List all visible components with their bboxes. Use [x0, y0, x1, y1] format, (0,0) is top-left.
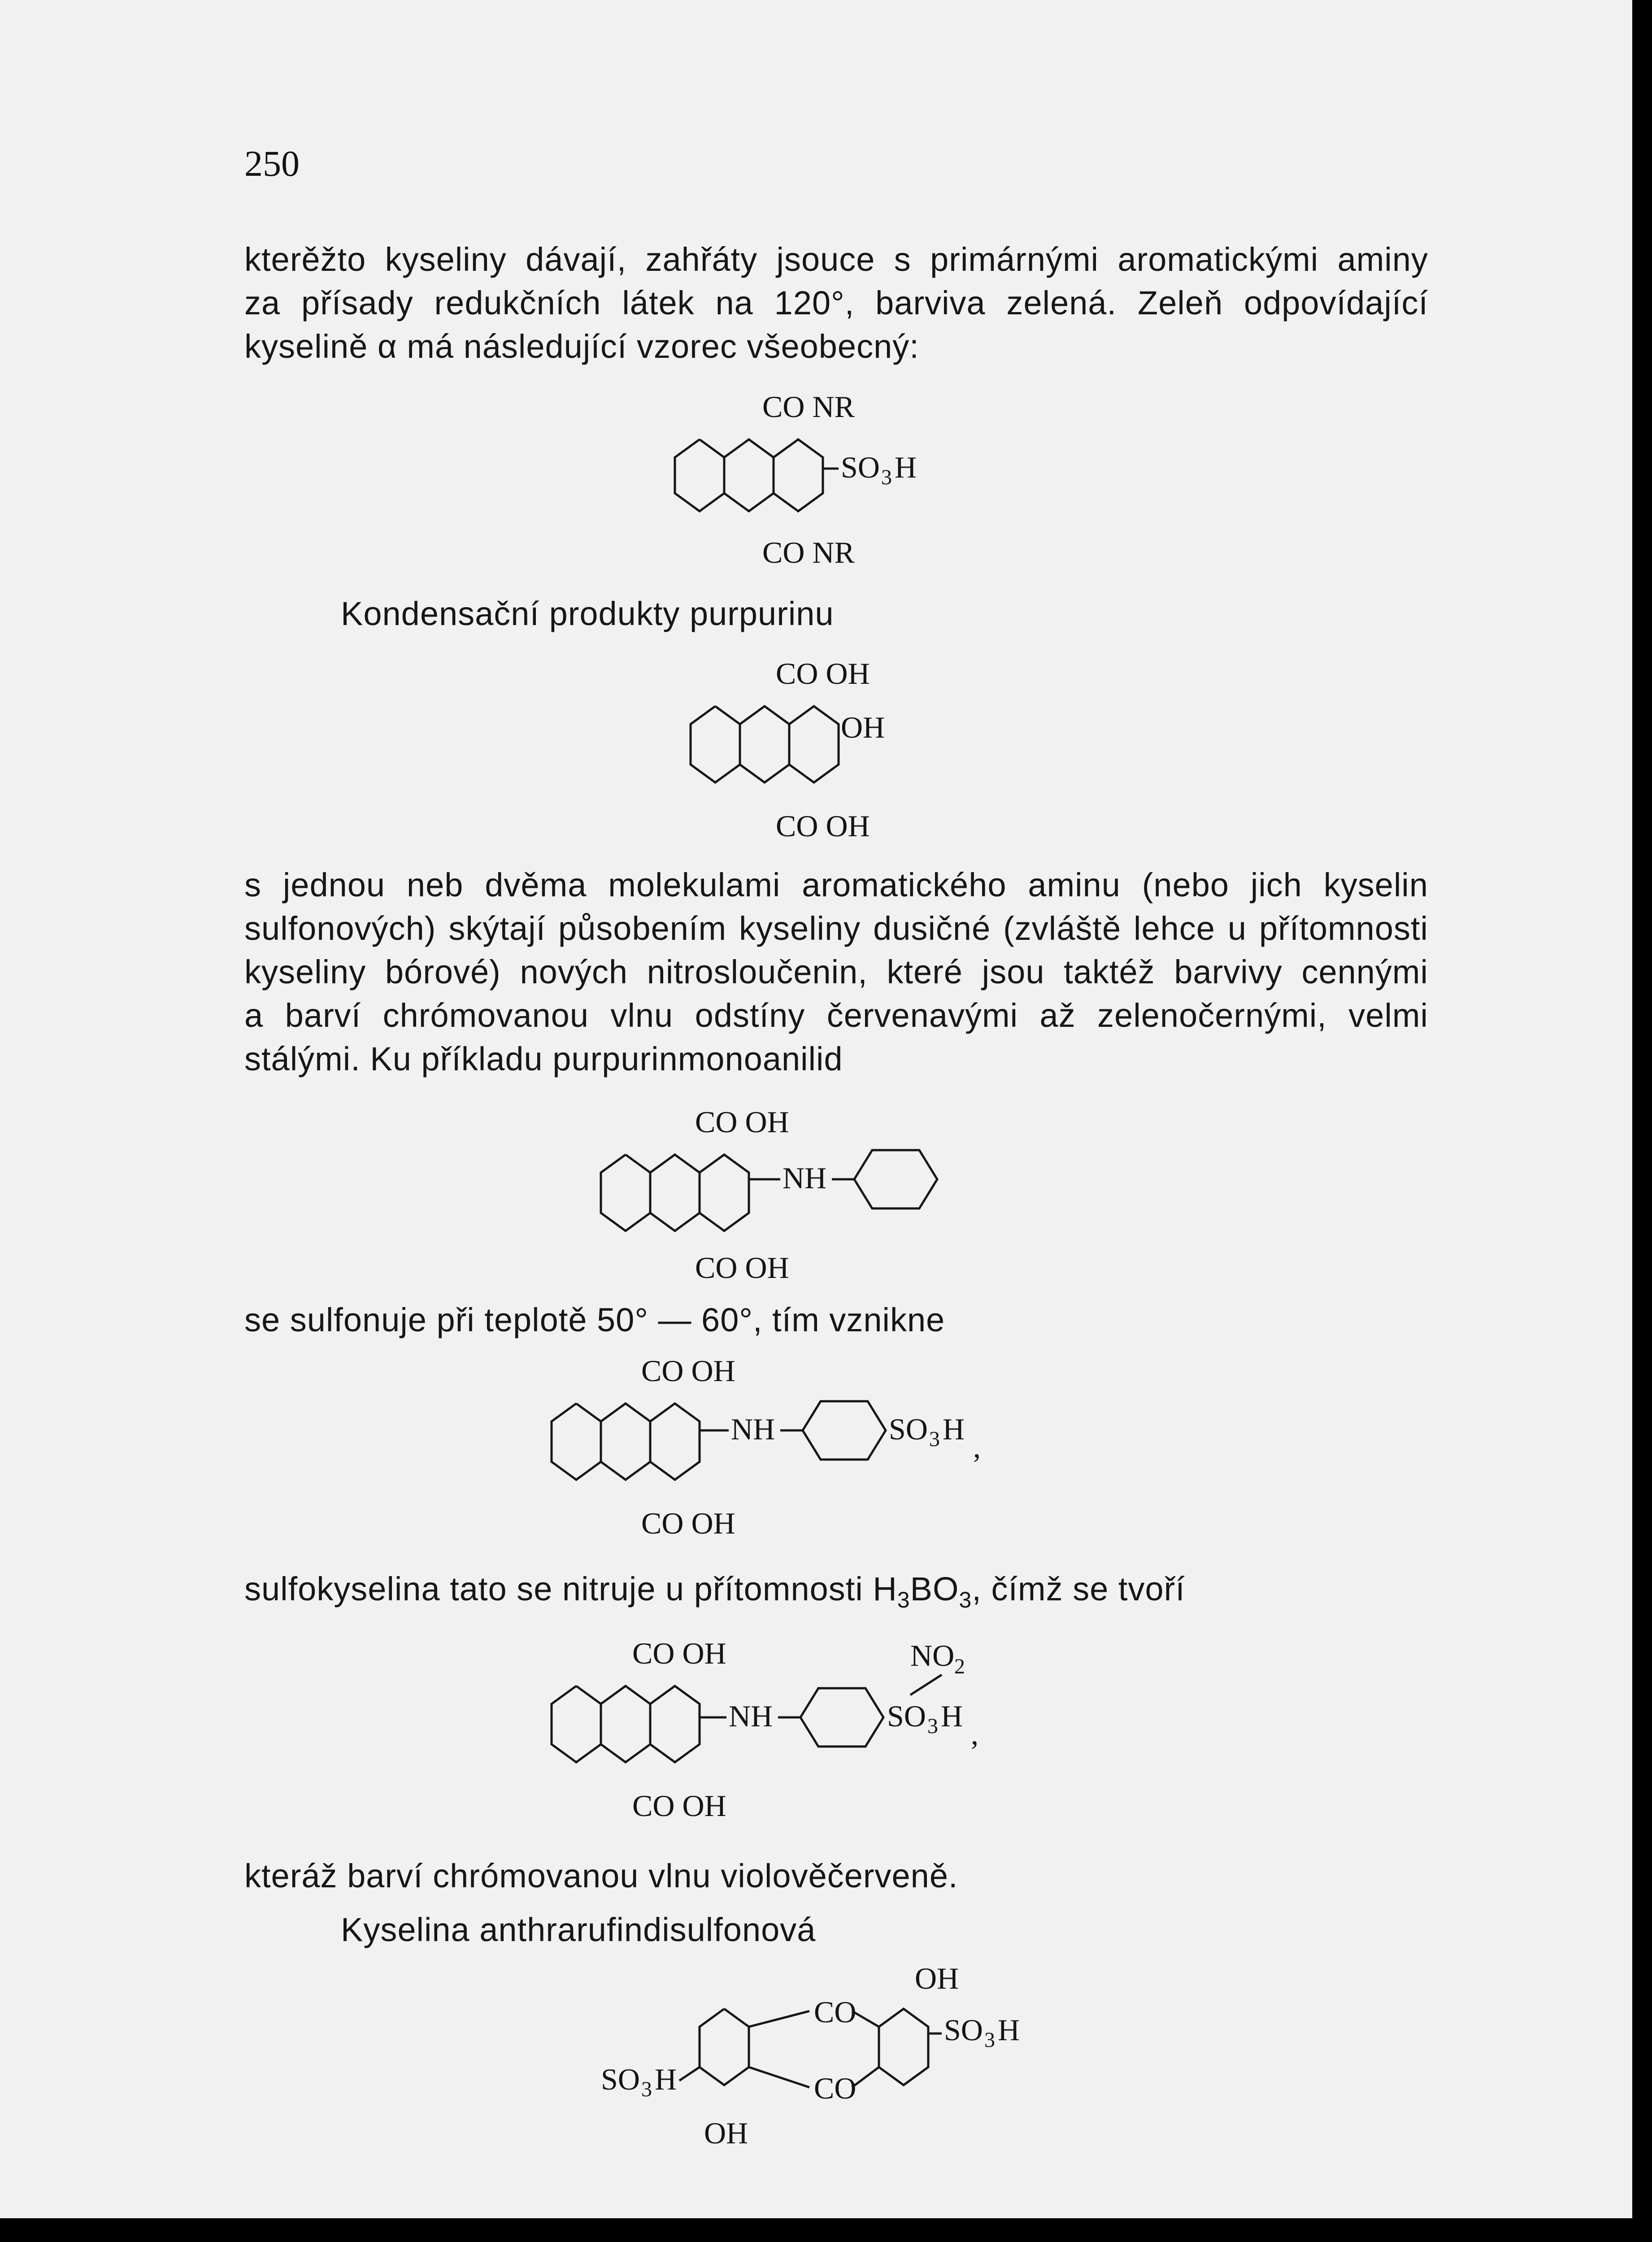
- ring-middle: [650, 1155, 700, 1231]
- subscript: 3: [897, 1587, 910, 1612]
- subscript: 3: [881, 465, 892, 489]
- benzene-ring: [854, 1150, 937, 1208]
- substituent-h: H: [998, 2013, 1020, 2047]
- subscript: 3: [959, 1587, 972, 1612]
- paragraph-line: kterěžto kyseliny dávají, zahřáty jsouce s primárnými aromatickými aminy: [244, 241, 1428, 278]
- scan-edge-bottom: [0, 2218, 1652, 2242]
- formula-top-label: CO OH: [641, 1354, 735, 1388]
- ring-middle: [724, 439, 774, 511]
- comma: ,: [971, 1717, 978, 1751]
- paragraph-line: kyselině α má následující vzorec všeobecný:: [244, 328, 919, 365]
- formula-top-label: CO OH: [695, 1105, 789, 1139]
- paragraph-kyselina: [341, 1908, 1525, 1951]
- paragraph-line: s jednou neb dvěma molekulami aromatického aminu (nebo jich kyselin: [244, 866, 1428, 904]
- paragraph-sulfonuje: [244, 1298, 1428, 1342]
- paragraph-intro: [244, 238, 1428, 368]
- comma: ,: [973, 1430, 981, 1464]
- ring-middle: [601, 1403, 650, 1480]
- ring-right: [650, 1686, 700, 1762]
- so3h-right: SO: [944, 2013, 983, 2047]
- subscript: 3: [927, 1714, 938, 1738]
- formula-top-label: CO OH: [632, 1636, 726, 1670]
- formula-bottom-label: CO OH: [776, 809, 870, 843]
- subscript: 2: [954, 1655, 965, 1678]
- paragraph-line: sulfonových) skýtají působením kyseliny dusičné (zvláště lehce u přítomnosti: [244, 910, 1428, 947]
- formula-anthrarufindisulfonova: [601, 1960, 1139, 2175]
- benzene-ring: [800, 1688, 883, 1747]
- paragraph-line: Kondensační produkty purpurinu: [341, 595, 834, 632]
- ring-right: [879, 2009, 928, 2085]
- text-part: , čímž se tvoří: [972, 1570, 1185, 1608]
- substituent-text: OH: [841, 710, 885, 744]
- ring-left: [552, 1403, 601, 1480]
- formula-sulfonated: [525, 1350, 1197, 1551]
- linker-text: NH: [783, 1161, 827, 1195]
- paragraph-purpurin: [244, 863, 1428, 1081]
- paragraph-line: [244, 1567, 1428, 1622]
- co-top: CO: [814, 1995, 856, 2029]
- paragraph-violove: [244, 1854, 1428, 1898]
- paragraph-line: stálými. Ku příkladu purpurinmonoanilid: [244, 1040, 843, 1078]
- paragraph-line: Kyselina anthrarufindisulfonová: [341, 1911, 816, 1948]
- ring-right: [700, 1155, 749, 1231]
- ring-left: [700, 2009, 749, 2085]
- formula-bottom-label: CO OH: [632, 1789, 726, 1823]
- benzene-ring: [803, 1401, 886, 1460]
- oh-bottom: OH: [704, 2116, 748, 2150]
- text-part: BO: [910, 1570, 959, 1608]
- paragraph-line: se sulfonuje při teplotě 50° — 60°, tím vznikne: [244, 1301, 945, 1338]
- formula-bottom-label: CO NR: [762, 535, 855, 569]
- linker-text: NH: [729, 1699, 773, 1733]
- ring-right: [650, 1403, 700, 1480]
- substituent-text: SO: [889, 1412, 928, 1446]
- formula-top-label: CO NR: [762, 390, 855, 424]
- substituent-h: H: [943, 1412, 965, 1446]
- scan-edge-right: [1632, 0, 1652, 2242]
- paragraph-kondensacni: [341, 592, 1525, 635]
- ring-right: [789, 706, 839, 782]
- paragraph-line: kteráž barví chrómovanou vlnu violověčerveně.: [244, 1857, 958, 1894]
- ring-left: [675, 439, 724, 511]
- formula-purpurin: [664, 652, 1022, 854]
- substituent-text: SO: [887, 1699, 926, 1733]
- substituent-h: H: [895, 450, 917, 484]
- formula-acid-alpha: [650, 386, 1054, 583]
- formula-top-label: CO OH: [776, 656, 870, 691]
- nitro-text: NO: [910, 1638, 955, 1673]
- oh-top: OH: [915, 1961, 959, 1995]
- paragraph-line: kyseliny bórové) nových nitrosloučenin, které jsou taktéž barvivy cennými: [244, 953, 1428, 991]
- paragraph-sulfokyselina: [244, 1567, 1428, 1622]
- subscript: 3: [984, 2028, 995, 2052]
- ring-middle: [740, 706, 789, 782]
- page-number: 250: [244, 143, 300, 184]
- ring-left: [691, 706, 740, 782]
- ring-left: [552, 1686, 601, 1762]
- formula-purpurinmonoanilid: [574, 1101, 1112, 1303]
- substituent-h: H: [941, 1699, 963, 1733]
- paragraph-line: za přísady redukčních látek na 120°, barviva zelená. Zeleň odpovídající: [244, 284, 1428, 322]
- ring-middle: [601, 1686, 650, 1762]
- formula-nitro: [525, 1632, 1197, 1834]
- formula-bottom-label: CO OH: [695, 1251, 789, 1285]
- ring-left: [601, 1155, 650, 1231]
- substituent-text: SO: [841, 450, 880, 484]
- text-part: sulfokyselina tato se nitruje u přítomnosti H: [244, 1570, 897, 1608]
- linker-text: NH: [731, 1412, 775, 1446]
- substituent-h: H: [655, 2062, 677, 2096]
- co-bottom: CO: [814, 2071, 856, 2105]
- subscript: 3: [641, 2077, 652, 2101]
- paragraph-line: a barví chrómovanou vlnu odstíny červenavými až zelenočernými, velmi: [244, 997, 1428, 1034]
- so3h-left: SO: [601, 2062, 640, 2096]
- ring-right: [774, 439, 823, 511]
- formula-bottom-label: CO OH: [641, 1506, 735, 1540]
- subscript: 3: [929, 1427, 940, 1451]
